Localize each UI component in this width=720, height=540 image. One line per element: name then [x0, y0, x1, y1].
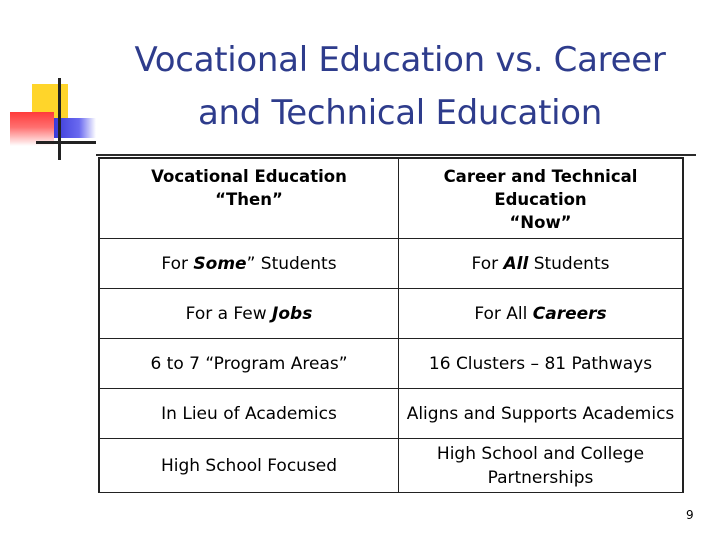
- title-divider: [96, 154, 696, 156]
- header-vocational: [100, 159, 399, 239]
- table-row: [100, 239, 683, 289]
- cell-emphasis: Careers: [532, 303, 607, 324]
- cell-emphasis: All: [503, 253, 529, 274]
- title-line-2: and Technical Education: [197, 93, 603, 133]
- table-row: [100, 339, 683, 389]
- header-text: “Then”: [215, 190, 283, 209]
- header-cte: [399, 159, 683, 239]
- table-cell: Aligns and Supports Academics: [399, 389, 683, 439]
- table-row: [100, 289, 683, 339]
- header-text: Career and Technical: [443, 167, 638, 186]
- table-cell: [100, 289, 399, 339]
- page-number: 9: [686, 508, 694, 522]
- header-text: “Now”: [509, 213, 572, 232]
- comparison-table: [98, 157, 684, 493]
- table-row: [100, 439, 683, 493]
- table-cell: 16 Clusters – 81 Pathways: [399, 339, 683, 389]
- cell-text: Students: [528, 253, 610, 274]
- cell-text: For All: [474, 303, 533, 324]
- cell-emphasis: Jobs: [272, 303, 313, 324]
- horizontal-line-decoration: [36, 141, 96, 144]
- cell-text: For: [471, 253, 504, 274]
- cell-text: For: [161, 253, 194, 274]
- table-cell: High School Focused: [100, 439, 399, 493]
- header-text: Vocational Education: [151, 167, 347, 186]
- cell-text: For a Few: [185, 303, 273, 324]
- table-cell: [100, 239, 399, 289]
- table-cell: [399, 289, 683, 339]
- table-cell: In Lieu of Academics: [100, 389, 399, 439]
- table-cell: [399, 439, 683, 493]
- cell-text: ” Students: [246, 253, 337, 274]
- cell-text: Partnerships: [487, 467, 594, 488]
- cell-emphasis: Some: [193, 253, 247, 274]
- title-line-1: Vocational Education vs. Career: [134, 40, 666, 80]
- vertical-line-decoration: [58, 78, 61, 160]
- table-header-row: [100, 159, 683, 239]
- table-cell: [399, 239, 683, 289]
- cell-text: High School and College: [436, 443, 645, 464]
- slide-title: [100, 34, 700, 140]
- table-row: [100, 389, 683, 439]
- header-text: Education: [494, 190, 587, 209]
- table-cell: 6 to 7 “Program Areas”: [100, 339, 399, 389]
